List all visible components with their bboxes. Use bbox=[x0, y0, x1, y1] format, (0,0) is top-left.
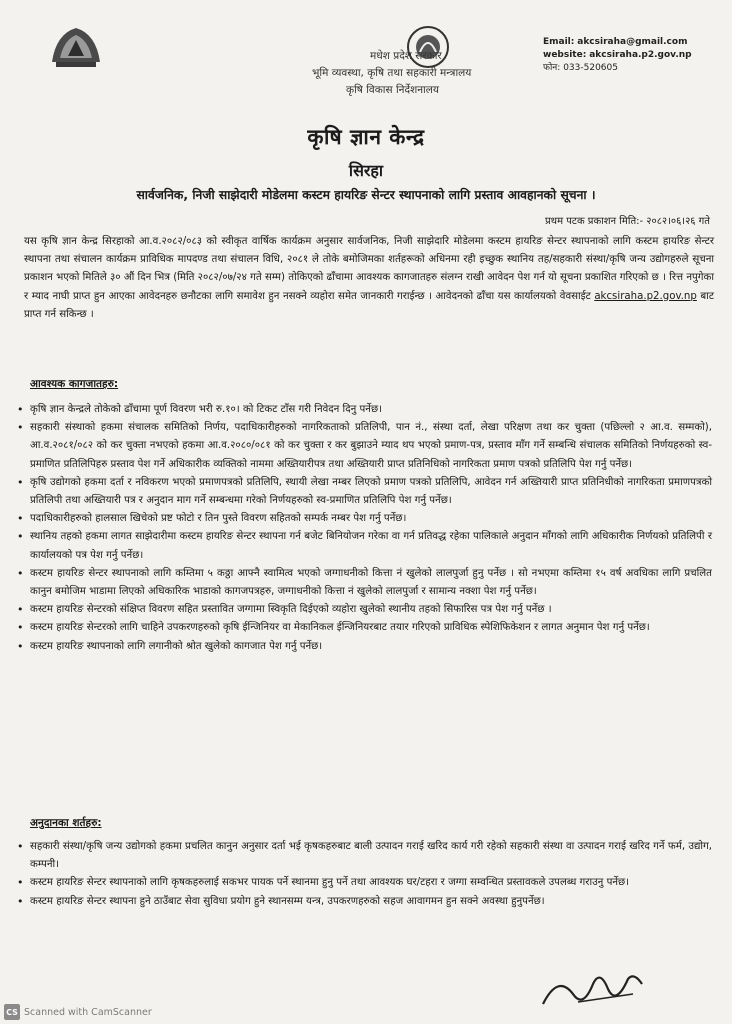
documents-heading: आवश्यक कागजातहरु: bbox=[30, 378, 119, 390]
intro-paragraph bbox=[24, 233, 714, 324]
phone-line bbox=[543, 62, 692, 75]
list-item-text: कस्टम हायरिङ सेन्टर स्थापनाको लागि कम्तिमा ५ कठ्ठा आफ्नै स्वामित्व भएको जग्गाधनीको कित्ता नं खुलेको लालपुर्जा हुनु पर्नेछ । सो नभएमा कम्तिमा १५ वर्ष अवधिका लागि प्रचलित कानुन बमोजिम भाडामा लिएको अधिकारिक भाडाको कागजपत्रहरु, जग्गाधनीको कित्ता नं खुलेको लालपुर्जा र सामान्य नक्शा पेश गर्नु पर्नेछ। bbox=[30, 567, 712, 598]
website-link[interactable]: akcsiraha.p2.gov.np bbox=[594, 290, 697, 302]
list-item-text: कस्टम हायरिङ स्थापनाको लागि लगानीको श्रोत खुलेको कागजात पेश गर्नु पर्नेछ। bbox=[30, 640, 323, 652]
email-label: Email: bbox=[543, 37, 575, 47]
email-value: akcsiraha@gmail.com bbox=[577, 37, 688, 47]
contact-info bbox=[543, 36, 692, 75]
list-item-text: कृषि ज्ञान केन्द्रले तोकेको ढाँचामा पूर्ण विवरण भरी रु.१०। को टिकट टाँस गरी निवेदन दिनु पर्नेछ। bbox=[30, 404, 382, 415]
list-item bbox=[14, 528, 712, 564]
watermark-text: Scanned with CamScanner bbox=[24, 1006, 152, 1018]
list-item-text: सहकारी संस्था/कृषि जन्य उद्योगको हकमा प्रचलित कानुन अनुसार दर्ता भई कृषकहरुबाट बाली उत्पादन गराई खरिद कार्य गरी रहेको सहकारी संस्था वा उत्पादन गराई खरिद गर्ने फर्म, उद्योग, कम्पनी। bbox=[30, 841, 712, 871]
list-item bbox=[14, 893, 712, 911]
publication-date: प्रथम पटक प्रकाशन मिति:- २०८२।०६।२६ गते bbox=[544, 216, 710, 227]
list-item-text: कृषि उद्योगको हकमा दर्ता र नविकरण भएको प्रमाणपत्रको प्रतिलिपि, स्थायी लेखा नम्बर लिएको प्रमाण पत्रको प्रतिलिपि, आवेदन गर्न अख्तियारी प्राप्त प्रतिनिधीको नागरिकता प्रमाणपत्रको प्रतिलिपी तथा अख्तियारी पत्र र अनुदान माग गर्ने सम्बन्धमा गरेको निर्णयहरुको स्व-प्रमाणित प्रतिलिपि पेश गर्नु पर्नेछ। bbox=[30, 476, 712, 507]
list-item-text: कस्टम हायरिङ सेन्टरको संक्षिप्त विवरण सहित प्रस्तावित जग्गामा स्विकृति दिईएको व्यहोरा खुलेको स्थानीय तहको सिफारिस पत्र पेश गर्नु पर्नेछ । bbox=[30, 604, 552, 616]
documents-list bbox=[14, 401, 712, 656]
bullet-icon: • bbox=[17, 876, 24, 890]
ministry-name: भूमि व्यवस्था, कृषि तथा सहकारी मन्त्रालय bbox=[312, 67, 472, 79]
camscanner-logo-icon: CS bbox=[4, 1004, 20, 1020]
intro-text: यस कृषि ज्ञान केन्द्र सिरहाको आ.व.२०८२/०८३ को स्वीकृत वार्षिक कार्यक्रम अनुसार सार्वजनिक, निजी साझेदारि मोडेलमा कस्टम हायरिङ सेन्टर स्थापनाको लागि कस्टम हायरिङ सेन्टर स्थापना तथा संचालन कार्यक्रम प्राविधिक मापदण्ड तथा संचालन विधि, २०८१ ले तोके बमोजिमका शर्तहरूको अधिनमा रही इच्छुक स्थानिय तह/सहकारी संस्था/कृषि जन्य उद्योगहरुले सूचना प्रकाशन भएको मितिले ३० औं दिन भित्र (मिति २०८२/०७/२४ गते सम्म) तोकिएको ढाँचामा आवश्यक कागजातहरु संलग्न राखी आवेदन पेश गर्न यो सूचना प्रकाशित गरिएको छ । रित्त नपुगेका र म्याद नाघी प्राप्त हुन आएका आवेदनहरु छनौटका लागि समावेश हुन नसक्ने व्यहोरा समेत जानकारी गराईन्छ । आवेदनको ढाँचा यस कार्यालयको वेवसाईट bbox=[24, 236, 714, 302]
signature bbox=[538, 964, 648, 1014]
ministry-block bbox=[312, 48, 542, 99]
bullet-icon: • bbox=[17, 475, 24, 489]
bullet-icon: • bbox=[17, 894, 24, 908]
website-line bbox=[543, 49, 692, 62]
bullet-icon: • bbox=[17, 512, 24, 526]
intro-suffix: बाट प्राप्त गर्न सकिन्छ । bbox=[24, 290, 714, 320]
list-item bbox=[14, 419, 712, 474]
list-item bbox=[14, 565, 712, 601]
list-item bbox=[14, 601, 712, 619]
bullet-icon: • bbox=[17, 621, 24, 635]
bullet-icon: • bbox=[17, 530, 24, 544]
office-name: कृषि ज्ञान केन्द्र bbox=[307, 125, 425, 149]
bullet-icon: • bbox=[17, 840, 24, 853]
list-item-text: पदाधिकारीहरुको हालसाल खिचेको प्रष्ट फोटो र तिन पुस्ते विवरण सहितको सम्पर्क नम्बर पेश गर्नु पर्नेछ। bbox=[30, 513, 407, 525]
scanner-watermark bbox=[4, 1004, 152, 1020]
government-emblem-icon bbox=[46, 22, 106, 72]
list-item-text: सहकारी संस्थाको हकमा संचालक समितिको निर्णय, पदाधिकारीहरुको नागरिकताको प्रतिलिपी, पान नं., संस्था दर्ता, लेखा परिक्षण तथा कर चुक्ता (पछिल्लो २ आ.व. सम्मको), आ.व.२०८१/०८२ को कर चुक्ता नभएको हकमा आ.व.२०८०/०८१ को कर चुक्ता र कर बुझाउने म्याद थप भएको प्रमाण-पत्र, प्रस्ताव माँग गर्ने सम्बन्धि संचालक समितिको निर्णयहरुको स्व-प्रमाणित प्रतिलिपिहरु प्रस्ताव पेश गर्ने अधिकारीक व्यक्तिको नाममा अख्तियारीपत्र तथा अख्तियारी प्राप्त प्रतिनिधिको नागरिकता प्रमाण पत्रको प्रतिलिपि पेश गर्नु पर्नेछ। bbox=[30, 422, 712, 470]
list-item-text: कस्टम हायरिङ सेन्टर स्थापना हुने ठाउँबाट सेवा सुविधा प्रयोग हुने स्थानसम्म यन्त्र, उपकरणहरुको सहज आवागमन हुन सक्ने अवस्था हुनुपर्नेछ। bbox=[30, 895, 545, 907]
bullet-icon: • bbox=[17, 403, 24, 416]
list-item bbox=[14, 874, 712, 892]
conditions-list bbox=[14, 838, 712, 911]
phone-label: फोन: bbox=[543, 63, 561, 73]
list-item bbox=[14, 401, 712, 419]
bullet-icon: • bbox=[17, 639, 24, 653]
email-line bbox=[543, 36, 692, 49]
bullet-icon: • bbox=[17, 603, 24, 617]
list-item bbox=[14, 638, 712, 656]
notice-title: सार्वजनिक, निजी साझेदारी मोडेलमा कस्टम हायरिङ सेन्टर स्थापनाको लागि प्रस्ताव आवहानको सूचना । bbox=[136, 188, 596, 202]
bullet-icon: • bbox=[17, 421, 24, 435]
phone-value: 033-520605 bbox=[563, 63, 618, 73]
website-label: website: bbox=[543, 50, 587, 60]
list-item bbox=[14, 510, 712, 528]
conditions-heading: अनुदानका शर्तहरु: bbox=[30, 817, 102, 829]
list-item bbox=[14, 838, 712, 874]
list-item-text: कस्टम हायरिङ सेन्टर स्थापनाको लागि कृषकहरुलाई सकभर पायक पर्ने स्थानमा हुनु पर्ने तथा आवश्यक घर/टहरा र जग्गा सम्वन्धित प्रस्तावकले उपलब्ध गराउनु पर्नेछ। bbox=[30, 877, 630, 889]
website-value: akcsiraha.p2.gov.np bbox=[589, 50, 692, 60]
list-item bbox=[14, 474, 712, 510]
district-name: सिरहा bbox=[348, 161, 384, 180]
directorate-name: कृषि विकास निर्देशनालय bbox=[346, 84, 439, 96]
list-item bbox=[14, 619, 712, 637]
province-government: मधेश प्रदेश सरकार bbox=[370, 50, 442, 62]
list-item-text: स्थानिय तहको हकमा लागत साझेदारीमा कस्टम हायरिङ सेन्टर स्थापना गर्न बजेट बिनियोजन गरेका वा गर्न प्रतिवद्ध रहेका पालिकाले अनुदान माँगको लागि अधिकारीक निर्णयको प्रतिलिपी र कार्यालयको पत्र पेश गर्नु पर्नेछ। bbox=[30, 531, 712, 561]
bullet-icon: • bbox=[17, 566, 24, 580]
list-item-text: कस्टम हायरिङ सेन्टरको लागि चाहिने उपकरणहरुको कृषि ईन्जिनियर वा मेकानिकल ईन्जिनियरबाट तयार गरिएको प्राविधिक स्पेशिफिकेशन र लागत अनुमान पेश गर्नु पर्नेछ। bbox=[30, 622, 650, 634]
